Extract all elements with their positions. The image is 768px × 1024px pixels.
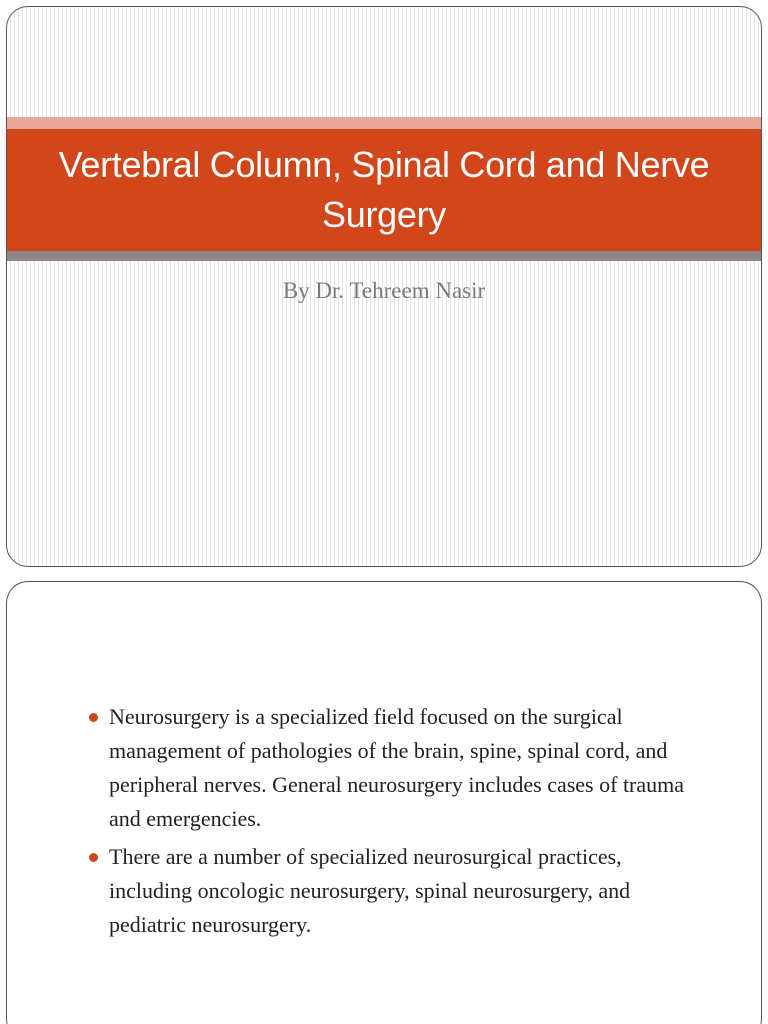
- bullet-item: [87, 840, 707, 942]
- bullet-text: Neurosurgery is a specialized field focused on the surgical management of pathologies of the brain, spine, spinal cord, and peripheral nerves. General neurosurgery includes cases of trauma and emergencies.: [109, 704, 685, 831]
- bullet-dot-icon: [89, 853, 98, 862]
- content-slide: [6, 581, 762, 1024]
- bullet-dot-icon: [89, 713, 98, 722]
- title-band: [7, 129, 761, 251]
- bullet-text: There are a number of specialized neurosurgical practices, including oncologic neurosurgery, spinal neurosurgery, and pediatric neurosurgery.: [109, 844, 631, 937]
- title-slide: [6, 6, 762, 567]
- slide-title: Vertebral Column, Spinal Cord and Nerve Surgery: [58, 144, 710, 235]
- bullet-list: [87, 700, 707, 946]
- title-band-top-stripe: [7, 117, 761, 129]
- title-band-bottom-stripe: [7, 251, 761, 261]
- slide-subtitle: By Dr. Tehreem Nasir: [282, 278, 486, 303]
- bullet-item: [87, 700, 707, 836]
